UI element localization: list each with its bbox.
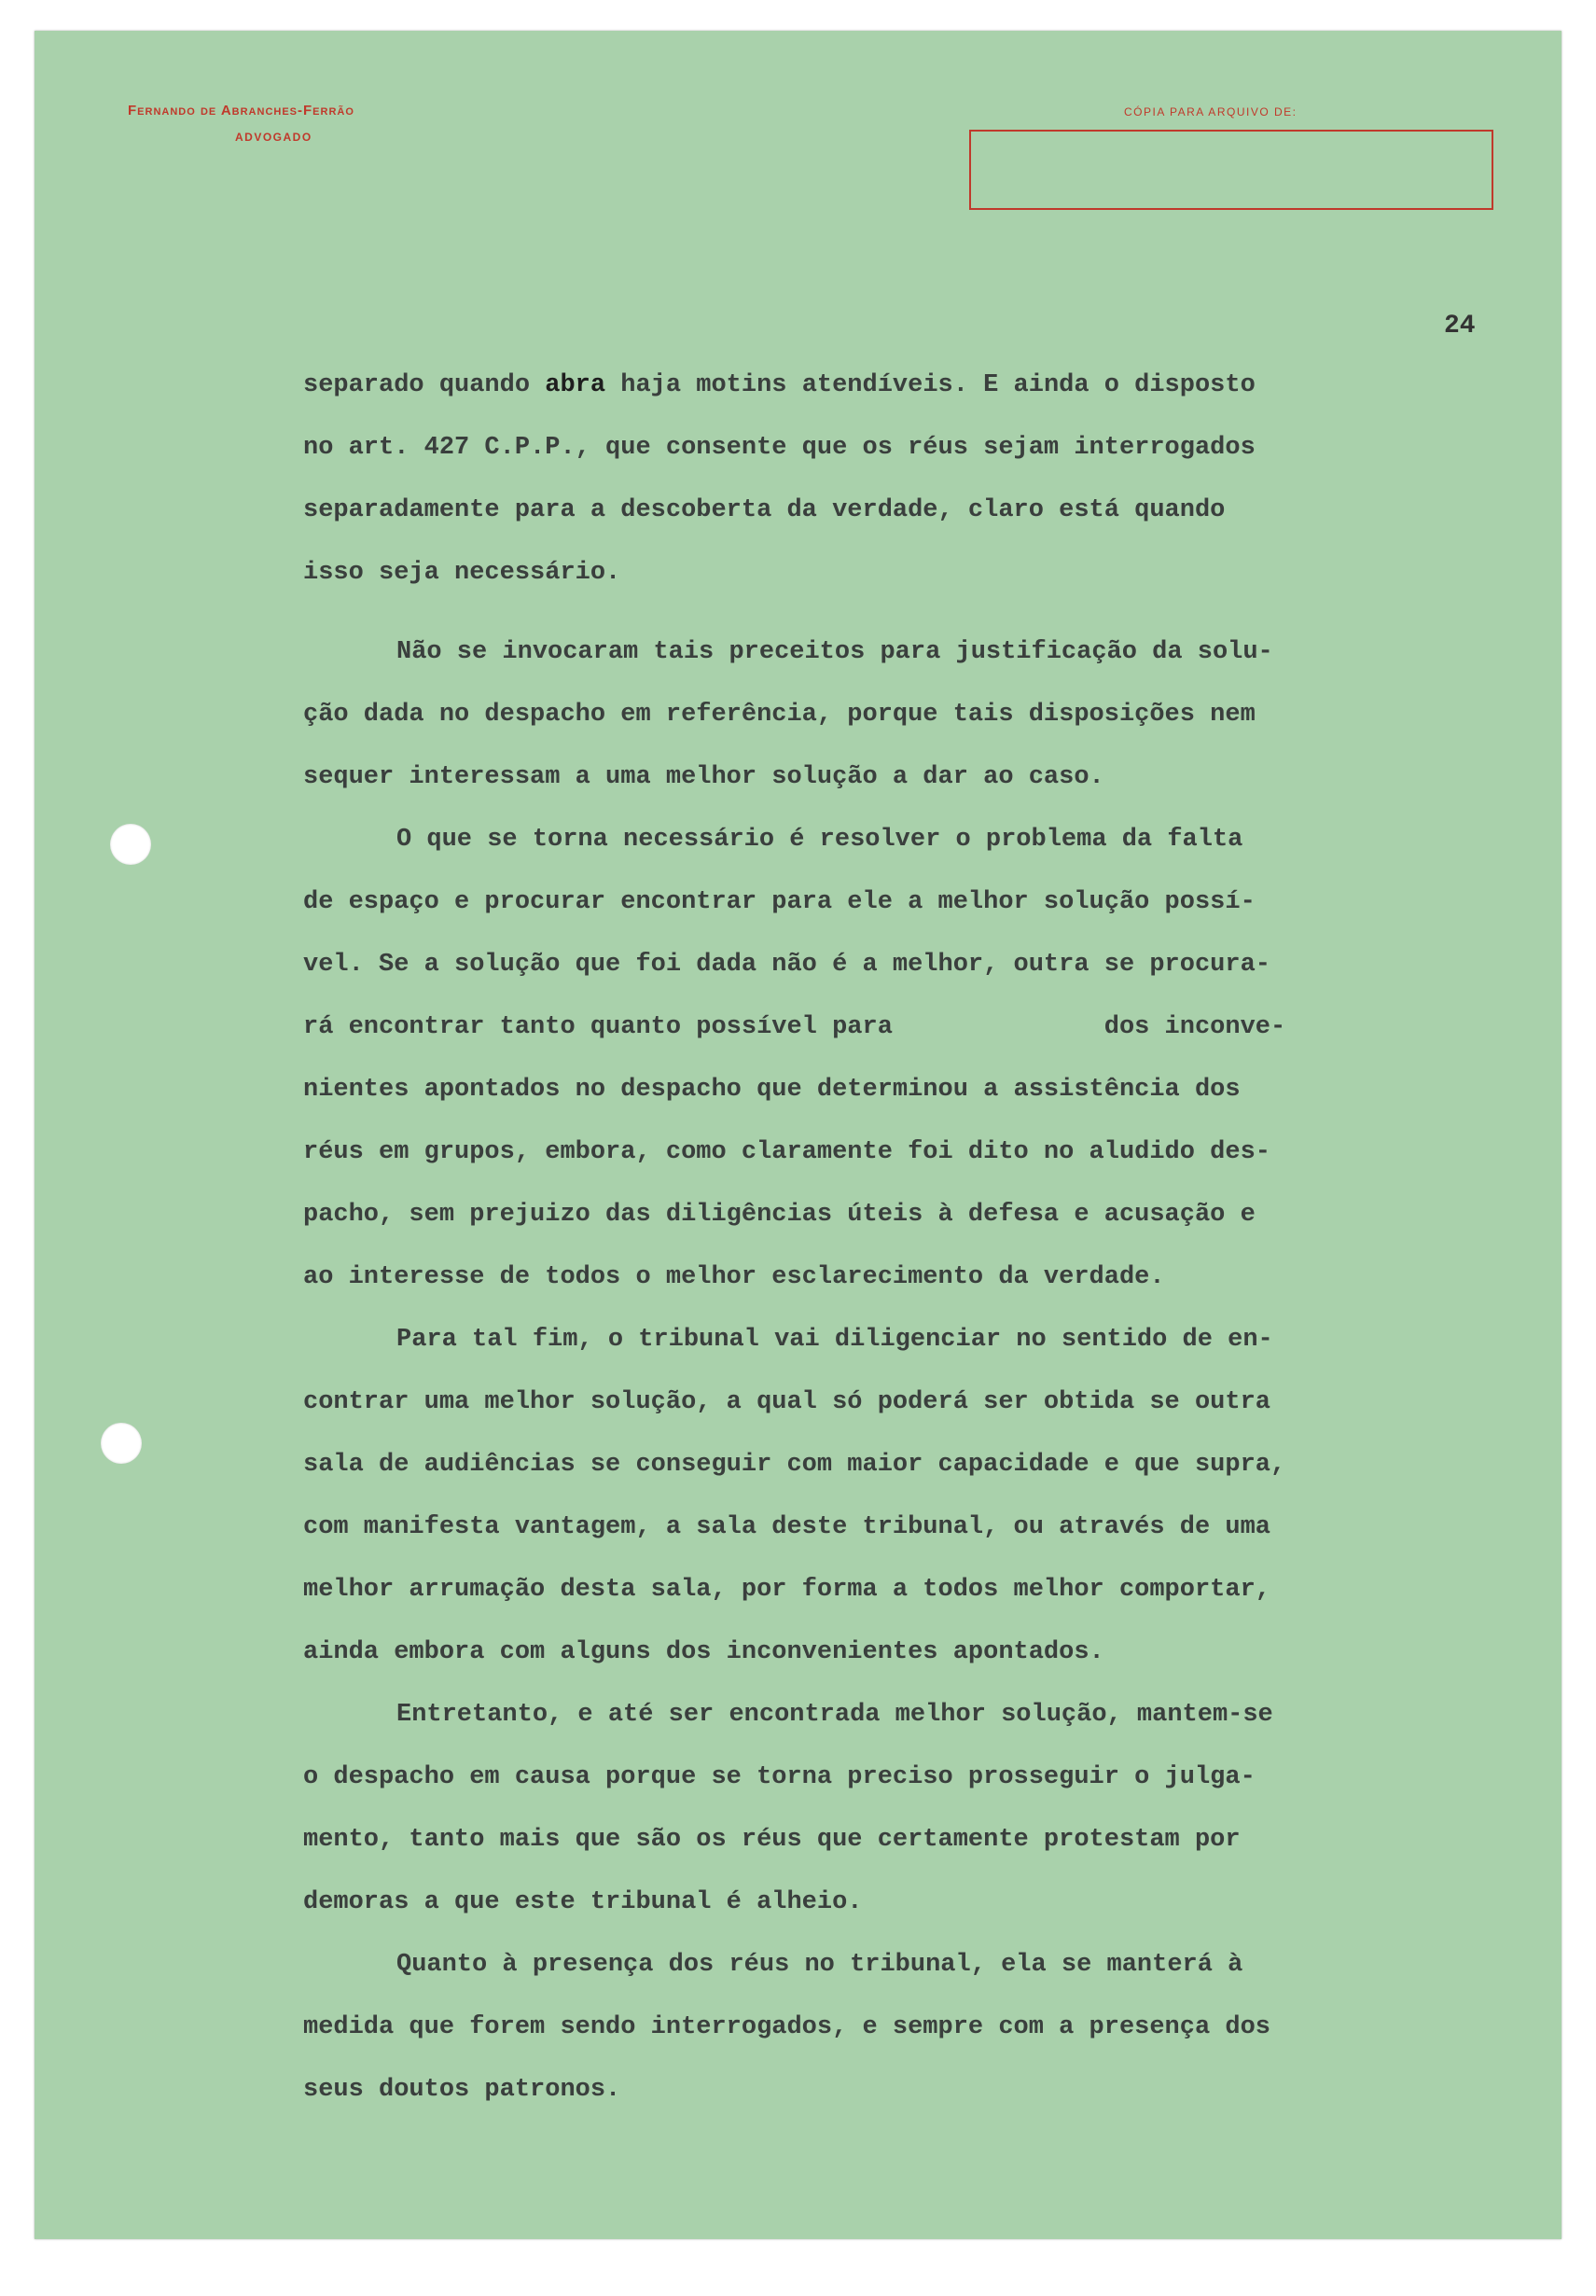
text-line: sequer interessam a uma melhor solução a dar ao caso. — [303, 763, 1104, 791]
text-line: seus doutos patronos. — [303, 2076, 621, 2104]
text-line: no art. 427 C.P.P., que consente que os réus sejam interrogados — [303, 434, 1256, 462]
text-line: melhor arrumação desta sala, por forma a todos melhor comportar, — [303, 1576, 1270, 1604]
text-line: Para tal fim, o tribunal vai diligenciar no sentido de en- — [396, 1326, 1273, 1354]
text-line: separadamente para a descoberta da verdade, claro está quando — [303, 496, 1226, 524]
text-line: o despacho em causa porque se torna preciso prosseguir o julga- — [303, 1763, 1256, 1791]
text-line: de espaço e procurar encontrar para ele a melhor solução possí- — [303, 888, 1256, 916]
archive-copy-label: CÓPIA PARA ARQUIVO DE: — [1124, 105, 1298, 118]
punch-hole-top — [110, 824, 151, 865]
text-line: pacho, sem prejuizo das diligências úteis à defesa e acusação e — [303, 1201, 1256, 1229]
struck-word: abra — [545, 371, 606, 399]
text-line: rá encontrar tanto quanto possível para dos inconve- — [303, 1013, 1286, 1041]
text-line: ção dada no despacho em referência, porque tais disposições nem — [303, 701, 1256, 729]
letterhead-role: ADVOGADO — [235, 131, 312, 144]
text-line: ao interesse de todos o melhor esclarecimento da verdade. — [303, 1263, 1165, 1291]
body-text — [303, 355, 1534, 2122]
text-line: Não se invocaram tais preceitos para justificação da solu- — [396, 638, 1273, 666]
text-line: medida que forem sendo interrogados, e sempre com a presença dos — [303, 2013, 1270, 2041]
text-line: vel. Se a solução que foi dada não é a melhor, outra se procura- — [303, 951, 1270, 979]
text-line: sala de audiências se conseguir com maior capacidade e que supra, — [303, 1451, 1286, 1479]
text-line: ainda embora com alguns dos inconvenientes apontados. — [303, 1638, 1104, 1666]
text-line: demoras a que este tribunal é alheio. — [303, 1888, 863, 1916]
archive-copy-box — [969, 130, 1493, 210]
text-segment: separado quando — [303, 371, 546, 399]
text-line: nientes apontados no despacho que determinou a assistência dos — [303, 1076, 1241, 1104]
text-line: Quanto à presença dos réus no tribunal, ela se manterá à — [396, 1951, 1243, 1979]
text-line: Entretanto, e até ser encontrada melhor solução, mantem-se — [396, 1701, 1273, 1729]
text-segment: haja motins atendíveis. E ainda o disposto — [605, 371, 1256, 399]
text-line: isso seja necessário. — [303, 559, 621, 587]
letterhead-name: Fernando de Abranches-Ferrão — [128, 103, 354, 118]
text-line: contrar uma melhor solução, a qual só poderá ser obtida se outra — [303, 1388, 1270, 1416]
text-line — [303, 355, 1534, 417]
text-line: mento, tanto mais que são os réus que certamente protestam por — [303, 1826, 1241, 1854]
punch-hole-bottom — [101, 1423, 142, 1464]
page-number: 24 — [1444, 312, 1476, 341]
text-line: O que se torna necessário é resolver o problema da falta — [396, 826, 1243, 854]
text-line: com manifesta vantagem, a sala deste tribunal, ou através de uma — [303, 1513, 1270, 1541]
text-line: réus em grupos, embora, como claramente foi dito no aludido des- — [303, 1138, 1270, 1166]
